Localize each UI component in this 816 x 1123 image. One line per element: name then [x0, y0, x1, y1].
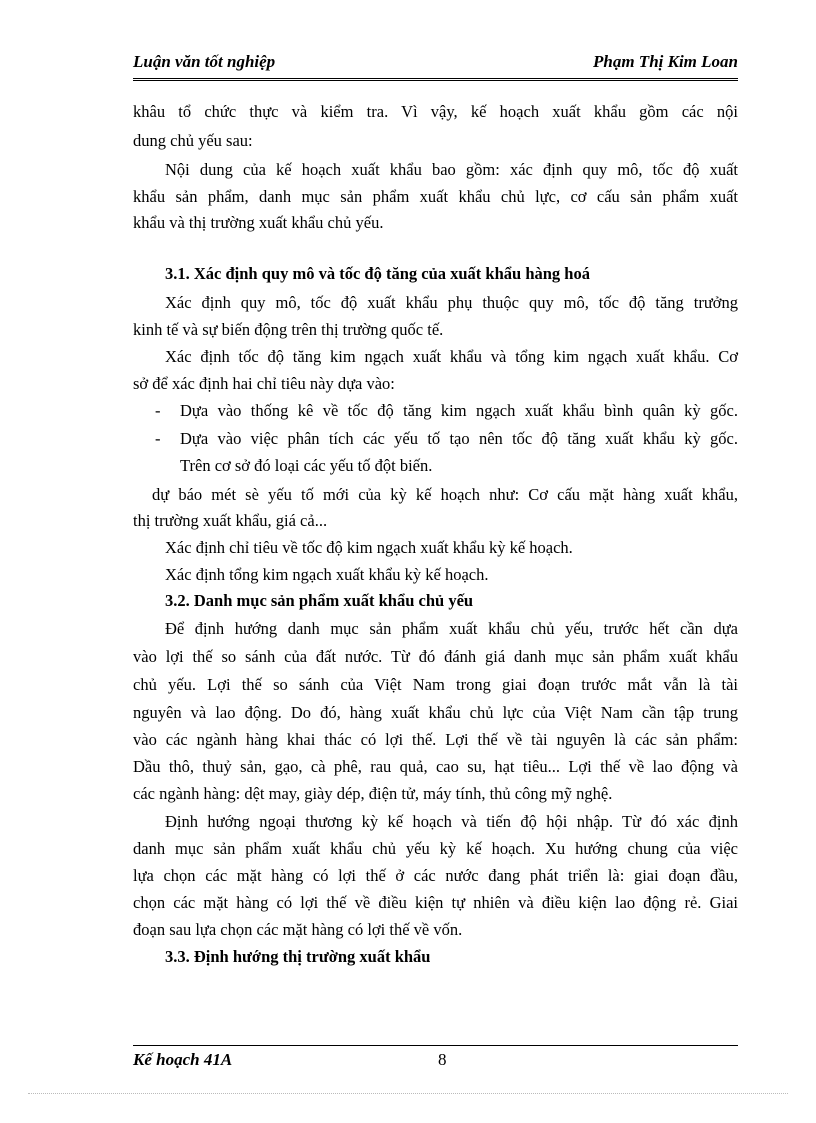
paragraph-line: lựa chọn các mặt hàng có lợi thế ở các nước đang phát triển là: giai đoạn đầu,	[133, 866, 738, 885]
page-number: 8	[438, 1050, 447, 1069]
section-heading-3-1: 3.1. Xác định quy mô và tốc độ tăng của xuất khẩu hàng hoá	[165, 264, 590, 283]
paragraph-line: đoạn sau lựa chọn các mặt hàng có lợi thế về vốn.	[133, 920, 463, 939]
paragraph-line: chọn các mặt hàng có lợi thế về điều kiện tự nhiên và điều kiện lao động rẻ. Giai	[133, 893, 738, 912]
bullet-item-continued: Trên cơ sở đó loại các yếu tố đột biến.	[180, 456, 433, 475]
footer-class-label: Kế hoạch 41A	[133, 1050, 233, 1069]
bullet-item: Dựa vào việc phân tích các yếu tố tạo nên tốc độ tăng xuất khẩu kỳ gốc.	[180, 429, 738, 448]
paragraph-line: nguyên và lao động. Do đó, hàng xuất khẩu chủ lực của Việt Nam cần tập trung	[133, 703, 738, 722]
paragraph-line: khẩu sản phẩm, danh mục sản phẩm xuất khẩu chủ lực, cơ cấu sản phẩm xuất	[133, 187, 738, 206]
section-heading-3-3: 3.3. Định hướng thị trường xuất khẩu	[165, 947, 431, 966]
page-header	[133, 52, 738, 81]
paragraph-line: Xác định chỉ tiêu về tốc độ kim ngạch xuất khẩu kỳ kế hoạch.	[165, 538, 573, 557]
paragraph-line: thị trường xuất khẩu, giá cả...	[133, 511, 328, 530]
paragraph-line: Xác định tốc độ tăng kim ngạch xuất khẩu và tổng kim ngạch xuất khẩu. Cơ	[165, 347, 738, 366]
paragraph-line: các ngành hàng: dệt may, giày dép, điện tử, máy tính, thủ công mỹ nghệ.	[133, 784, 613, 803]
header-author-name: Phạm Thị Kim Loan	[593, 52, 738, 71]
paragraph-line: Xác định quy mô, tốc độ xuất khẩu phụ thuộc quy mô, tốc độ tăng trưởng	[165, 293, 738, 312]
bullet-item: Dựa vào thống kê về tốc độ tăng kim ngạch xuất khẩu bình quân kỳ gốc.	[180, 401, 738, 420]
paragraph-line: kinh tế và sự biến động trên thị trường quốc tế.	[133, 320, 444, 339]
paragraph-line: vào các ngành hàng khai thác có lợi thế. Lợi thế về tài nguyên là các sản phẩm:	[133, 730, 738, 749]
paragraph-line: Dầu thô, thuỷ sản, gạo, cà phê, rau quả, cao su, hạt tiêu... Lợi thế về lao động và	[133, 757, 738, 776]
paragraph-line: sở để xác định hai chỉ tiêu này dựa vào:	[133, 374, 395, 393]
section-heading-3-2: 3.2. Danh mục sản phẩm xuất khẩu chủ yếu	[165, 591, 474, 610]
page-footer	[133, 1045, 738, 1074]
paragraph-line: khâu tổ chức thực và kiểm tra. Vì vậy, kế hoạch xuất khẩu gồm các nội	[133, 102, 738, 121]
paragraph-line: Định hướng ngoại thương kỳ kế hoạch và tiến độ hội nhập. Từ đó xác định	[165, 812, 738, 831]
bullet-dash: -	[155, 401, 161, 420]
paragraph-line: Xác định tổng kim ngạch xuất khẩu kỳ kế hoạch.	[165, 565, 489, 584]
paragraph-line: khẩu và thị trường xuất khẩu chủ yếu.	[133, 213, 384, 232]
bullet-dash: -	[155, 429, 161, 448]
paragraph-line: chủ yếu. Lợi thế so sánh của Việt Nam trong giai đoạn trước mắt vẫn là tài	[133, 675, 738, 694]
paragraph-line: Để định hướng danh mục sản phẩm xuất khẩu chủ yếu, trước hết cần dựa	[165, 619, 738, 638]
paragraph-line: Nội dung của kế hoạch xuất khẩu bao gồm: xác định quy mô, tốc độ xuất	[165, 160, 738, 179]
page-bottom-divider	[28, 1093, 788, 1094]
header-thesis-label: Luận văn tốt nghiệp	[133, 52, 276, 71]
paragraph-line: dung chủ yếu sau:	[133, 131, 253, 150]
paragraph-line: dự báo mét sè yếu tố mới của kỳ kế hoạch như: Cơ cấu mặt hàng xuất khẩu,	[152, 485, 738, 504]
paragraph-line: danh mục sản phẩm xuất khẩu chủ yếu kỳ kế hoạch. Xu hướng chung của việc	[133, 839, 738, 858]
paragraph-line: vào lợi thế so sánh của đất nước. Từ đó đánh giá danh mục sản phẩm xuất khẩu	[133, 647, 738, 666]
